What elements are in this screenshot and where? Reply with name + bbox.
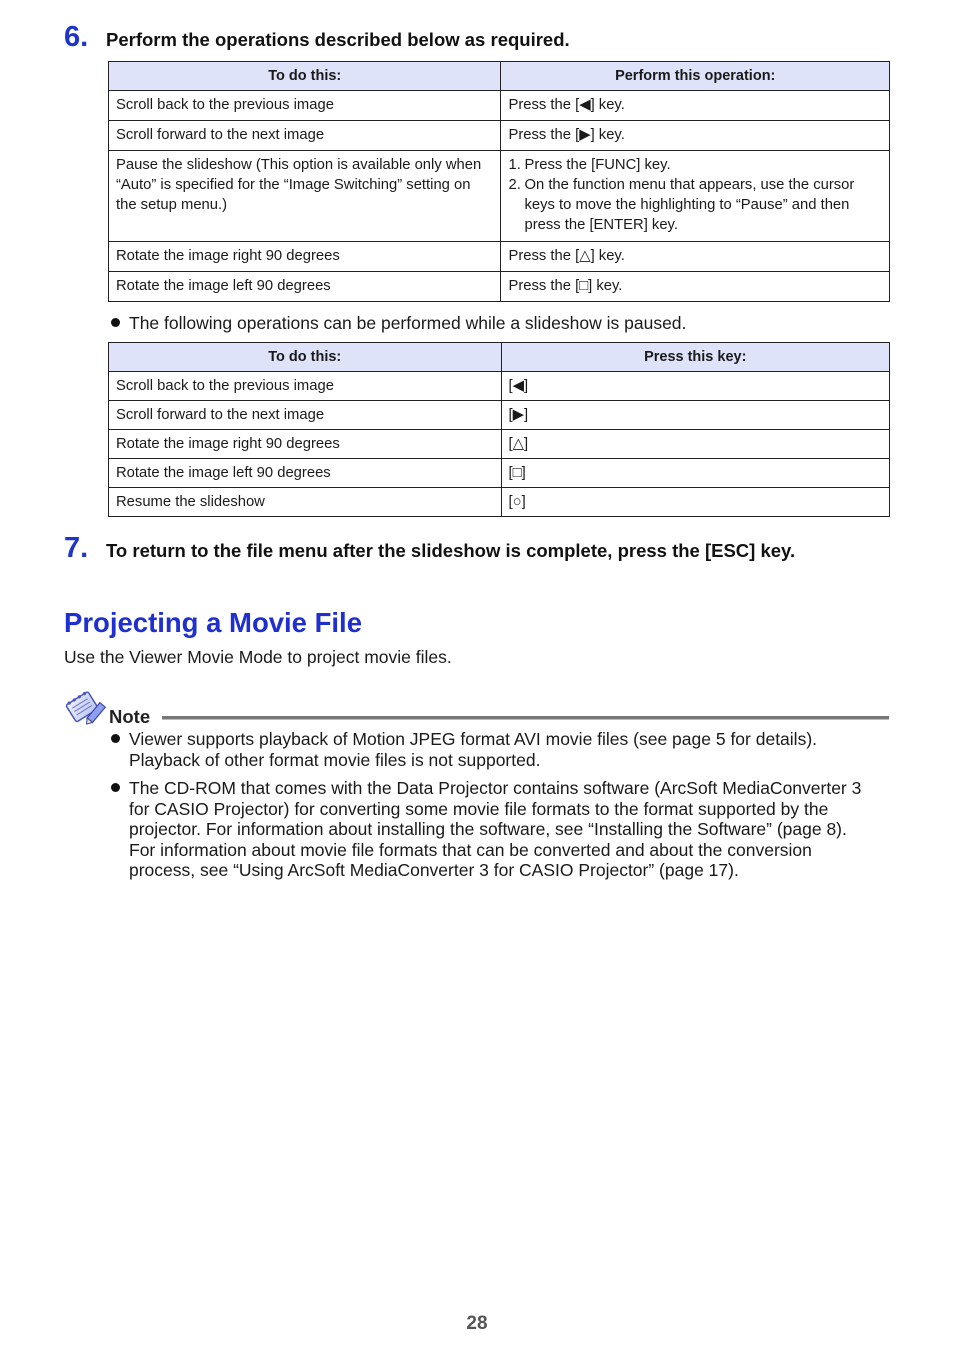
table-cell-operation <box>501 151 890 242</box>
note-bullet-1 <box>129 729 817 770</box>
step-text: On the function menu that appears, use the cursor keys to move the highlighting to “Pause” and then press the [ENTER] key. <box>524 177 855 233</box>
table-row <box>109 430 890 459</box>
notepad-pencil-icon <box>64 688 106 728</box>
table-cell-action: Rotate the image left 90 degrees <box>109 459 502 488</box>
note-label: Note <box>109 706 151 727</box>
table-row <box>109 372 890 401</box>
section-heading: Projecting a Movie File <box>64 607 362 638</box>
table-cell-operation: Press the [▶] key. <box>501 121 890 151</box>
step-7-number: 7. <box>64 532 89 564</box>
table-cell-action: Scroll back to the previous image <box>109 372 502 401</box>
operations-table <box>108 61 890 302</box>
step-6-text: Perform the operations described below as required. <box>106 29 570 50</box>
table-cell-key: [△] <box>501 430 889 459</box>
table-cell-action: Scroll forward to the next image <box>109 401 502 430</box>
table-cell-key: [▶] <box>501 401 889 430</box>
table-row <box>109 459 890 488</box>
table-header-row <box>109 62 890 91</box>
table-row <box>109 401 890 430</box>
table-row <box>109 242 890 272</box>
step-text: Press the [FUNC] key. <box>524 157 671 173</box>
table-cell-operation: Press the [△] key. <box>501 242 890 272</box>
step-number: 2. <box>508 177 521 193</box>
table-header-row <box>109 343 890 372</box>
page-number: 28 <box>466 1313 488 1334</box>
table-cell-key: [□] <box>501 459 889 488</box>
bullet-icon <box>111 318 120 327</box>
operation-step <box>508 155 882 175</box>
column-header: Perform this operation: <box>501 62 890 91</box>
table-row <box>109 272 890 302</box>
table-row <box>109 91 890 121</box>
step-7-text: To return to the file menu after the slideshow is complete, press the [ESC] key. <box>106 540 796 561</box>
column-header: To do this: <box>109 343 502 372</box>
table-cell-action: Rotate the image right 90 degrees <box>109 242 501 272</box>
bullet-icon <box>111 734 120 743</box>
section-intro: Use the Viewer Movie Mode to project movie files. <box>64 647 452 667</box>
table-row <box>109 121 890 151</box>
table-cell-operation: Press the [◀] key. <box>501 91 890 121</box>
table-cell-operation: Press the [□] key. <box>501 272 890 302</box>
note-line: For information about movie file formats that can be converted and about the conversion <box>129 839 812 860</box>
bullet-icon <box>111 783 120 792</box>
table-cell-key: [◀] <box>501 372 889 401</box>
table-cell-key: [○] <box>501 488 889 517</box>
note-line: for CASIO Projector) for converting some movie file formats to the format supported by the <box>129 798 829 819</box>
paused-keys-table <box>108 342 890 517</box>
note-line: projector. For information about installing the software, see “Installing the Software” (page 8). <box>129 819 847 839</box>
table-cell-action: Rotate the image right 90 degrees <box>109 430 502 459</box>
table-cell-action: Resume the slideshow <box>109 488 502 517</box>
note-line: process, see “Using ArcSoft MediaConverter 3 for CASIO Projector” (page 17). <box>129 860 739 880</box>
step-6-number: 6. <box>64 21 89 53</box>
column-header: To do this: <box>109 62 501 91</box>
step-number: 1. <box>508 157 521 173</box>
table-cell-action: Pause the slideshow (This option is available only when “Auto” is specified for the “Image Switching” setting on the setup menu.) <box>109 151 501 242</box>
table-row <box>109 151 890 242</box>
note-bullet-2 <box>129 778 861 881</box>
column-header: Press this key: <box>501 343 889 372</box>
table-cell-action: Scroll back to the previous image <box>109 91 501 121</box>
operation-step <box>508 175 882 235</box>
note-line: Playback of other format movie files is not supported. <box>129 749 541 770</box>
table-cell-action: Scroll forward to the next image <box>109 121 501 151</box>
table-row <box>109 488 890 517</box>
note-line: Viewer supports playback of Motion JPEG format AVI movie files (see page 5 for details). <box>129 729 818 749</box>
operation-steps-list <box>508 155 882 235</box>
table-cell-action: Rotate the image left 90 degrees <box>109 272 501 302</box>
paused-operations-note: The following operations can be performed while a slideshow is paused. <box>129 313 687 333</box>
note-line: The CD-ROM that comes with the Data Projector contains software (ArcSoft MediaConverter 3 <box>129 778 862 798</box>
note-divider <box>162 716 889 720</box>
